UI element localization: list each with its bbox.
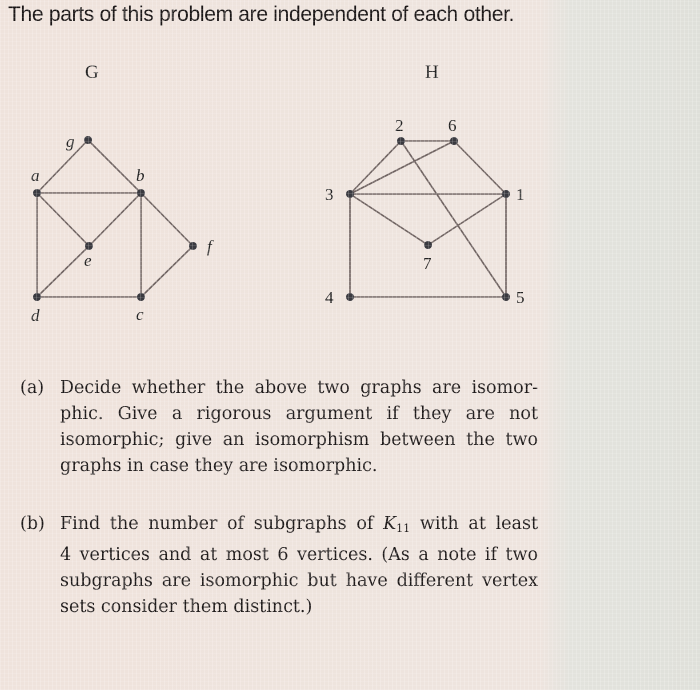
problem-header: The parts of this problem are independent of each other. — [8, 3, 515, 26]
part-b-line: 4 vertices and at most 6 vertices. (As a note if two — [60, 545, 538, 565]
graph-g-vertex-label: f — [207, 237, 212, 256]
graph-h-edge-6-3 — [350, 141, 454, 194]
graph-h-vertex-1 — [502, 190, 510, 198]
graph-h-vertices — [325, 116, 525, 307]
graph-h-edges — [350, 141, 506, 297]
graph-g-edge-e-d — [37, 246, 89, 297]
graph-g-edge-b-f — [141, 193, 193, 246]
graph-g-edge-g-a — [37, 140, 88, 193]
part-a-line: Decide whether the above two graphs are isomor- — [60, 378, 538, 398]
graph-h-vertex-label: 1 — [516, 185, 525, 204]
graph-g-edge-b-e — [89, 193, 141, 246]
graph-g-vertex-label: e — [84, 251, 92, 270]
graph-h-vertex-label: 4 — [325, 288, 334, 307]
graph-g-vertex-e — [85, 242, 93, 250]
graph-h-edge-3-7 — [350, 194, 428, 245]
part-a-line: phic. Give a rigorous argument if they are not — [60, 404, 538, 424]
graph-g-vertex-d — [33, 293, 41, 301]
graph-g-edge-g-b — [88, 140, 141, 193]
graph-g-vertex-label: c — [136, 305, 144, 324]
graph-h-vertex-3 — [346, 190, 354, 198]
part-a-line: isomorphic; give an isomorphism between the two — [60, 430, 538, 450]
part-a-tag: (a) — [20, 378, 45, 398]
graph-h-vertex-4 — [346, 293, 354, 301]
graph-h-edge-6-1 — [454, 141, 506, 194]
graph-g-vertex-f — [189, 242, 197, 250]
graph-g-vertex-label: b — [136, 166, 145, 185]
graph-h-vertex-label: 5 — [516, 288, 525, 307]
graph-g-vertices — [31, 132, 214, 325]
graph-h-vertex-label: 3 — [325, 185, 334, 204]
graph-h-vertex-6 — [450, 137, 458, 145]
graph-g-edge-a-e — [37, 193, 89, 246]
part-b-line: sets consider them distinct.) — [60, 597, 313, 617]
part-b-line — [60, 511, 538, 542]
graph-g-vertex-c — [137, 293, 145, 301]
graph-g-vertex-label: d — [31, 306, 40, 325]
graph-h-edge-2-5 — [401, 141, 506, 297]
graph-h-vertex-5 — [502, 293, 510, 301]
graph-g-vertex-b — [137, 189, 145, 197]
part-a — [20, 375, 540, 479]
part-b-tag: (b) — [20, 514, 45, 534]
graph-g-title: G — [85, 62, 99, 83]
graph-g-edge-f-c — [141, 246, 193, 297]
part-b-line: subgraphs are isomorphic but have different vertex — [60, 571, 538, 591]
graph-g-vertex-a — [33, 189, 41, 197]
graph-h-vertex-label: 6 — [448, 116, 457, 135]
graph-h-vertex-2 — [397, 137, 405, 145]
graph-g-edges — [37, 140, 193, 297]
k-symbol: K — [383, 514, 397, 534]
part-b-text: with at least — [419, 514, 538, 534]
part-a-line: graphs in case they are isomorphic. — [60, 456, 378, 476]
graph-h-vertex-7 — [424, 241, 432, 249]
k-subscript: 11 — [396, 522, 411, 535]
graph-g-vertex-g — [84, 136, 92, 144]
graph-h-edge-2-3 — [350, 141, 401, 194]
part-b-text: Find the number of subgraphs of — [60, 514, 374, 534]
graph-h-title: H — [425, 62, 439, 83]
graph-h-vertex-label: 2 — [395, 116, 404, 135]
graph-h-edge-7-1 — [428, 194, 506, 245]
graph-g-vertex-label: g — [66, 132, 75, 151]
graph-g-vertex-label: a — [31, 166, 40, 185]
graph-h-vertex-label: 7 — [423, 254, 432, 273]
part-b — [20, 511, 540, 620]
